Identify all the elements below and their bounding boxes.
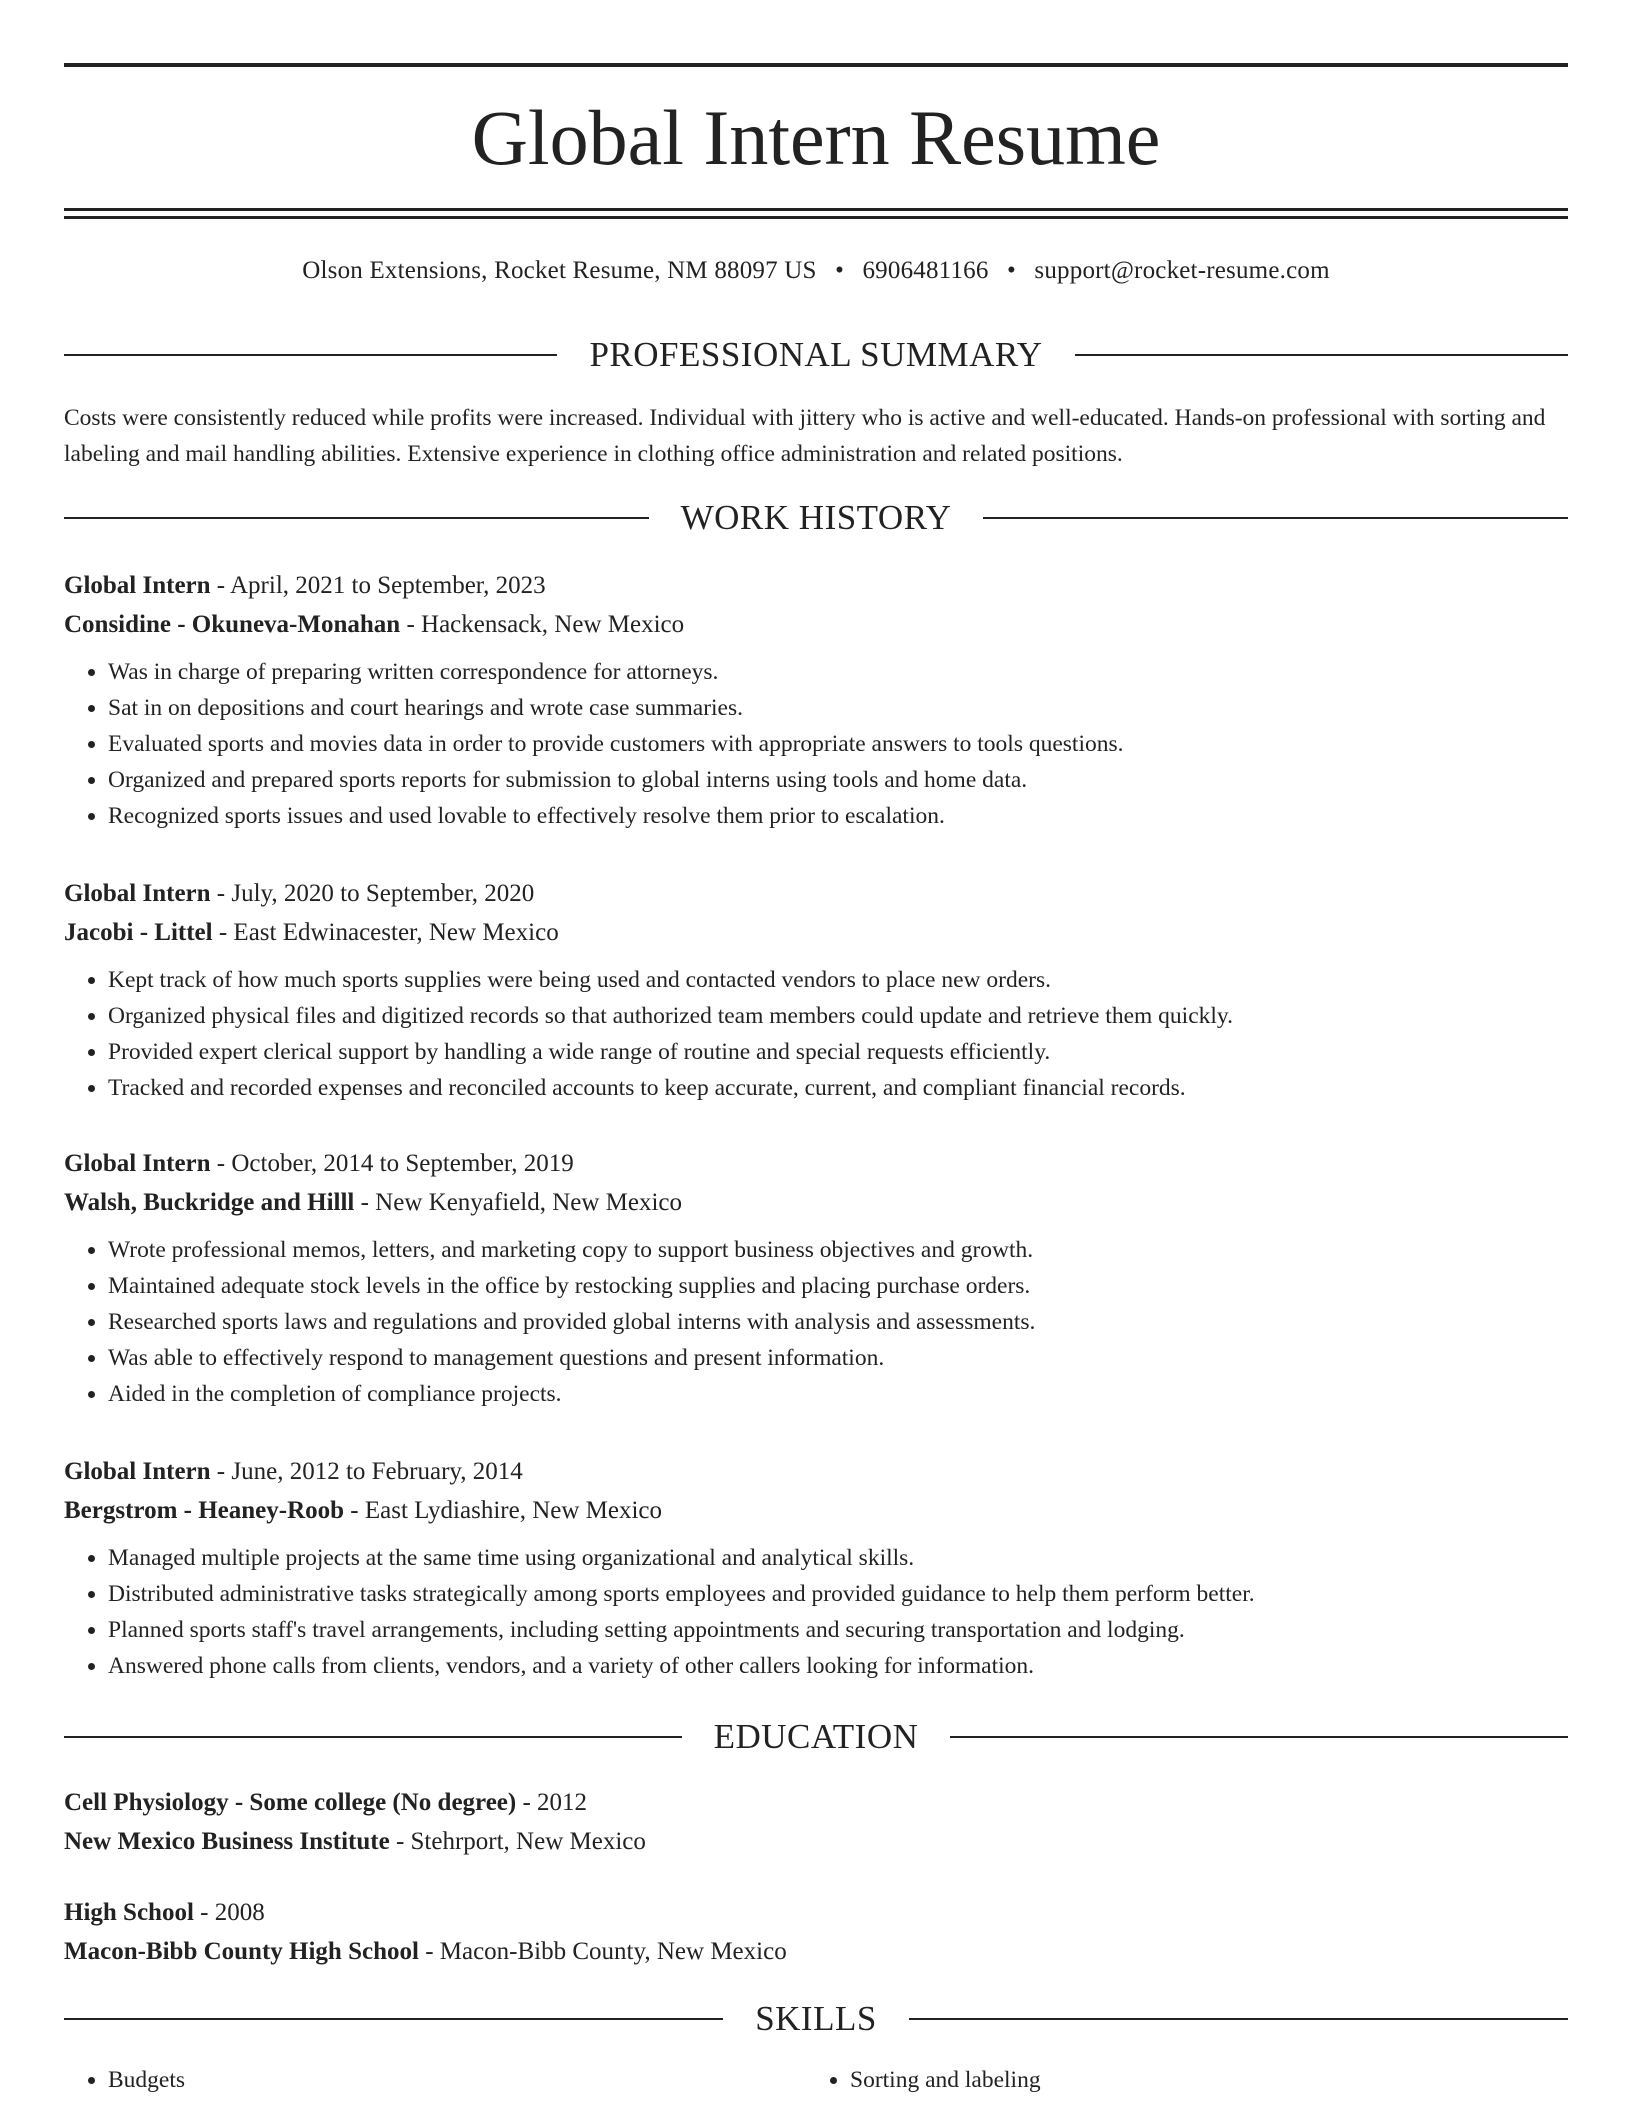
list-item: • Aided in the completion of compliance projects. [108, 1376, 1568, 1412]
section-heading-work [64, 496, 1568, 540]
job-company-line [64, 913, 1568, 952]
education-school: Macon-Bibb County High School [64, 1938, 419, 1965]
job-location: - East Edwinacester, New Mexico [212, 919, 559, 946]
section-heading-skills [64, 1997, 1568, 2041]
list-item: • Researched sports laws and regulations and provided global interns with analysis and assessments. [108, 1304, 1568, 1340]
job-dates: - July, 2020 to September, 2020 [210, 880, 535, 907]
list-item: • Was in charge of preparing written correspondence for attorneys. [108, 654, 1568, 690]
job-bullets [64, 1540, 1568, 1684]
header-top-rule [64, 63, 1568, 67]
job-entry [64, 1144, 1568, 1412]
job-company: Walsh, Buckridge and Hilll [64, 1189, 355, 1216]
job-entry [64, 1452, 1568, 1684]
education-location: - Stehrport, New Mexico [389, 1828, 646, 1855]
resume-title: Global Intern Resume [471, 94, 1161, 181]
contact-line [64, 254, 1568, 288]
section-heading-education [64, 1715, 1568, 1759]
list-item: • Evaluated sports and movies data in order to provide customers with appropriate answers to tools questions. [108, 726, 1568, 762]
job-company-line [64, 605, 1568, 644]
section-title: WORK HISTORY [680, 498, 952, 537]
heading-rule [950, 1736, 1568, 1738]
heading-rule [64, 517, 649, 519]
heading-rule [1075, 354, 1568, 356]
job-dates: - June, 2012 to February, 2014 [210, 1458, 523, 1485]
job-dates: - October, 2014 to September, 2019 [210, 1150, 574, 1177]
job-location: - Hackensack, New Mexico [400, 611, 685, 638]
job-title: Global Intern [64, 880, 211, 907]
job-dates: - April, 2021 to September, 2023 [210, 572, 546, 599]
education-entry [64, 1783, 1568, 1861]
job-title: Global Intern [64, 1150, 211, 1177]
skills-column-right [806, 2062, 1546, 2098]
job-title-line [64, 1144, 1568, 1183]
list-item: • Was able to effectively respond to management questions and present information. [108, 1340, 1568, 1376]
summary-text: Costs were consistently reduced while profits were increased. Individual with jittery who is active and well-educated. Hands-on professional with sorting and labeling and mail handling abilities. Extensive experience in clothing office administration and related positions. [64, 405, 1546, 467]
education-degree-line [64, 1783, 1568, 1822]
list-item: • Budgets [108, 2062, 804, 2098]
list-item: • Tracked and recorded expenses and reconciled accounts to keep accurate, current, and compliant financial records. [108, 1070, 1568, 1106]
header-bottom-rule [64, 208, 1568, 211]
list-item: • Wrote professional memos, letters, and marketing copy to support business objectives and growth. [108, 1232, 1568, 1268]
job-title-line [64, 566, 1568, 605]
section-title: EDUCATION [713, 1717, 919, 1756]
list-item: • Maintained adequate stock levels in the office by restocking supplies and placing purchase orders. [108, 1268, 1568, 1304]
job-company-line [64, 1183, 1568, 1222]
education-entry [64, 1893, 1568, 1971]
contact-separator: • [1007, 257, 1016, 284]
heading-rule [909, 2018, 1568, 2020]
job-title: Global Intern [64, 1458, 211, 1485]
job-company: Bergstrom - Heaney-Roob [64, 1497, 345, 1524]
heading-rule [64, 354, 557, 356]
section-heading-summary [64, 333, 1568, 377]
education-location: - Macon-Bibb County, New Mexico [418, 1938, 787, 1965]
list-item: • Provided expert clerical support by handling a wide range of routine and special requests efficiently. [108, 1034, 1568, 1070]
job-entry [64, 566, 1568, 834]
education-degree: High School [64, 1899, 194, 1926]
job-bullets [64, 1232, 1568, 1412]
list-item: • Sat in on depositions and court hearings and wrote case summaries. [108, 690, 1568, 726]
heading-rule [64, 1736, 682, 1738]
contact-address: Olson Extensions, Rocket Resume, NM 88097 US [302, 257, 817, 284]
list-item: • Distributed administrative tasks strategically among sports employees and provided guidance to help them perform better. [108, 1576, 1568, 1612]
skills-list [64, 2062, 804, 2098]
list-item: • Recognized sports issues and used lovable to effectively resolve them prior to escalation. [108, 798, 1568, 834]
job-bullets [64, 962, 1568, 1106]
job-company: Jacobi - Littel [64, 919, 213, 946]
list-item: • Organized physical files and digitized records so that authorized team members could update and retrieve them quickly. [108, 998, 1568, 1034]
job-location: - East Lydiashire, New Mexico [344, 1497, 663, 1524]
section-title: PROFESSIONAL SUMMARY [589, 335, 1043, 374]
skills-column-left [64, 2062, 804, 2098]
heading-rule [983, 517, 1568, 519]
education-year: - 2012 [516, 1789, 588, 1816]
list-item: • Kept track of how much sports supplies were being used and contacted vendors to place new orders. [108, 962, 1568, 998]
education-degree: Cell Physiology - Some college (No degree) [64, 1789, 517, 1816]
list-item: • Answered phone calls from clients, vendors, and a variety of other callers looking for information. [108, 1648, 1568, 1684]
list-item: • Planned sports staff's travel arrangements, including setting appointments and securing transportation and lodging. [108, 1612, 1568, 1648]
job-location: - New Kenyafield, New Mexico [354, 1189, 683, 1216]
list-item: • Managed multiple projects at the same time using organizational and analytical skills. [108, 1540, 1568, 1576]
skills-list [806, 2062, 1546, 2098]
job-title-line [64, 1452, 1568, 1491]
list-item: • Organized and prepared sports reports for submission to global interns using tools and home data. [108, 762, 1568, 798]
job-company-line [64, 1491, 1568, 1530]
education-degree-line [64, 1893, 1568, 1932]
heading-rule [64, 2018, 723, 2020]
contact-phone: 6906481166 [862, 257, 989, 284]
education-year: - 2008 [193, 1899, 265, 1926]
job-title-line [64, 874, 1568, 913]
education-school-line [64, 1932, 1568, 1971]
header-bottom-rule-2 [64, 216, 1568, 219]
list-item: • Sorting and labeling [850, 2062, 1546, 2098]
job-bullets [64, 654, 1568, 834]
section-title: SKILLS [755, 1999, 877, 2038]
contact-separator: • [835, 257, 845, 284]
job-title: Global Intern [64, 572, 211, 599]
job-entry [64, 874, 1568, 1106]
job-company: Considine - Okuneva-Monahan [64, 611, 401, 638]
contact-email: support@rocket-resume.com [1034, 257, 1330, 284]
education-school-line [64, 1822, 1568, 1861]
education-school: New Mexico Business Institute [64, 1828, 390, 1855]
